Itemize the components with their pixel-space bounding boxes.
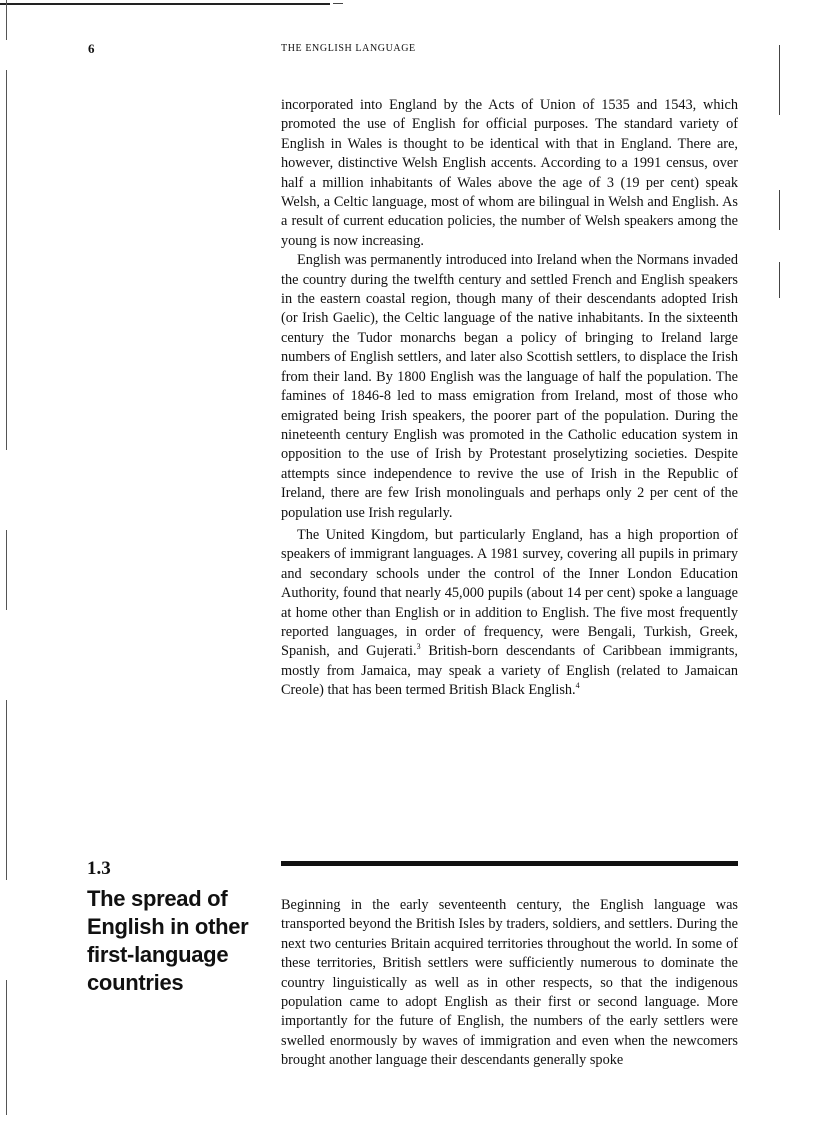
- scan-left-edge-mark: [6, 700, 7, 880]
- body-text-lower: [281, 896, 738, 1071]
- paragraph-text: The United Kingdom, but particularly England, has a high proportion of speakers of immigrant languages. A 1981 survey, covering all pupils in primary and secondary schools under the control of the Inner London Education Authority, found that nearly 45,000 pupils (about 14 per cent) spoke a language at home other than English or in addition to English. The five most frequently reported languages, in order of frequency, were Bengali, Turkish, Greek, Spanish, and Gujerati.: [281, 526, 738, 660]
- paragraph-ireland: English was permanently introduced into Ireland when the Normans invaded the country during the twelfth century and settled French and English speakers in the eastern coastal region, though many of their descendants adopted Irish (or Irish Gaelic), the Celtic language of the native inhabitants. In the sixteenth century the Tudor monarchs began a policy of bringing to Ireland large numbers of English settlers, and later also Scottish settlers, to displace the Irish from their land. By 1800 English was the language of half the population. The famines of 1846-8 led to mass emigration from Ireland, most of those who emigrated being Irish speakers, the poorer part of the population. During the nineteenth century English was promoted in the Catholic education system in opposition to the use of Irish by Protestant proselytizing societies. Despite attempts since independence to revive the use of Irish in the Republic of Ireland, there are few Irish monolinguals and perhaps only 2 per cent of the population use Irish regularly.: [281, 252, 738, 521]
- scan-right-edge-mark: [779, 190, 780, 230]
- scan-right-edge-mark: [779, 262, 780, 298]
- page-number: 6: [88, 41, 95, 56]
- scan-left-edge-mark: [6, 70, 7, 450]
- scan-left-edge-mark: [6, 980, 7, 1115]
- scan-left-edge-mark: [6, 530, 7, 610]
- running-head: THE ENGLISH LANGUAGE: [281, 43, 416, 54]
- scan-right-edge-mark: [779, 45, 780, 115]
- scan-left-edge-mark: [6, 0, 7, 40]
- section-title: The spread of English in other first-language countries: [87, 886, 249, 995]
- scan-top-rule: [0, 3, 330, 5]
- paragraph-wales: incorporated into England by the Acts of Union of 1535 and 1543, which promoted the use of English for official purposes. The standard variety of English in Wales is thought to be identical with that in England. There are, however, distinctive Welsh English accents. According to a 1991 census, over half a million inhabitants of Wales above the age of 3 (19 per cent) speak Welsh, a Celtic language, most of whom are bilingual in Welsh and English. As a result of current education policies, the number of Welsh speakers among the young is now increasing.: [281, 97, 738, 249]
- section-number: 1.3: [87, 858, 111, 879]
- footnote-marker: 4: [575, 681, 580, 691]
- body-text-upper: [281, 96, 738, 701]
- paragraph-text: British-born descendants of Caribbean immigrants, mostly from Jamaica, may speak a variety of English (related to Jamaican Creole) that has been termed British Black English.: [281, 643, 739, 699]
- section-rule: [281, 861, 738, 866]
- scan-top-rule-tail: [333, 3, 343, 4]
- paragraph-spread: Beginning in the early seventeenth century, the English language was transported beyond the British Isles by traders, soldiers, and settlers. During the next two centuries Britain acquired territories throughout the world. In some of these territories, British settlers were sufficiently numerous to dominate the country linguistically as well as in other respects, so that the indigenous population came to adopt English as their first or second language. More importantly for the future of English, the numbers of the early settlers were swelled enormously by waves of immigration and even when the newcomers brought another language their descendants generally spoke: [281, 897, 738, 1069]
- footnote-marker: 3: [416, 642, 421, 652]
- paragraph-united-kingdom: [281, 526, 738, 701]
